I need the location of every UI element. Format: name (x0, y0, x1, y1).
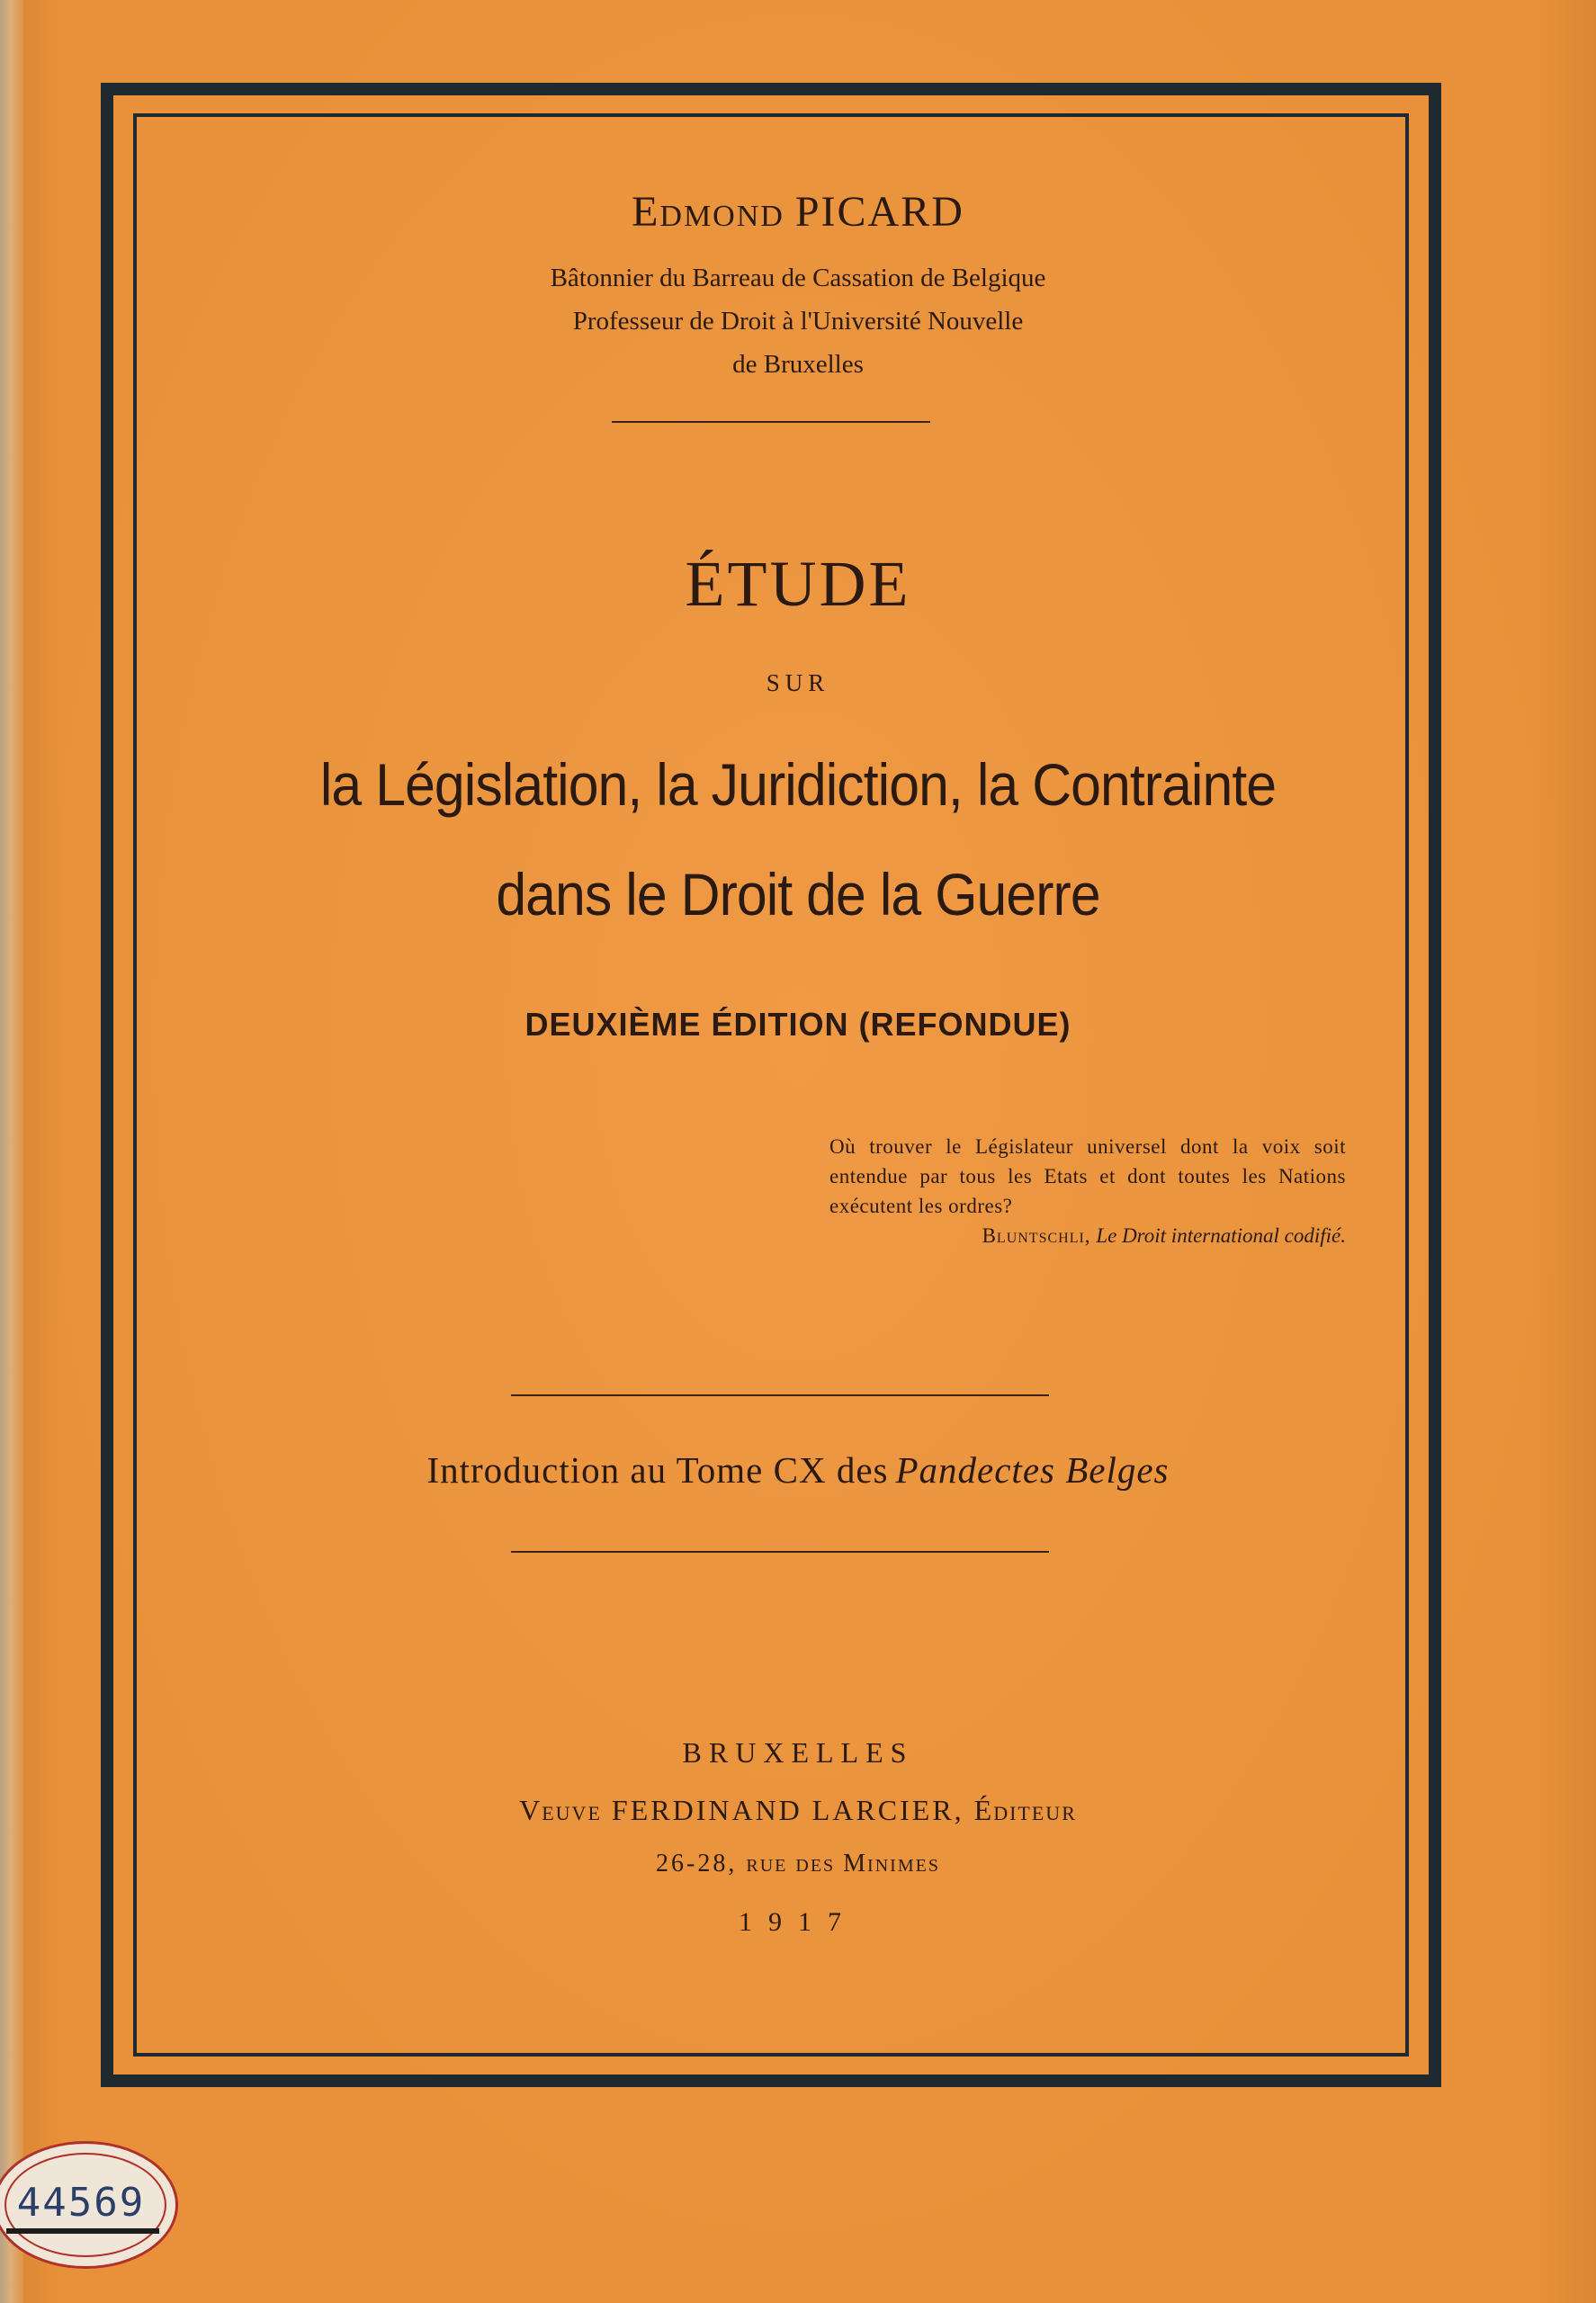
imprint-address (0, 1850, 1596, 1878)
subtitle-line: dans le Droit de la Guerre (496, 861, 1100, 927)
title-main: ÉTUDE (685, 548, 911, 620)
subtitle-line: la Législation, la Juridiction, la Contrainte (319, 751, 1277, 818)
author-first-name: Edmond (632, 188, 785, 236)
divider-rule (511, 1394, 1049, 1396)
imprint-publisher (0, 1794, 1596, 1827)
stamp-bar (6, 2228, 159, 2234)
series-title: Pandectes Belges (895, 1449, 1170, 1491)
introduction-prefix: Introduction au Tome CX des (426, 1449, 889, 1491)
introduction-line (0, 1448, 1596, 1492)
epigraph-work: Le Droit international codifié. (1096, 1224, 1346, 1247)
divider-rule (511, 1551, 1049, 1553)
address-number: 26-28, (656, 1850, 738, 1877)
author-name (0, 187, 1596, 237)
publisher-prefix: Veuve (519, 1794, 602, 1826)
epigraph-quote: Où trouver le Législateur universel dont la voix soit entendue par tous les Etats et dont toutes les Nations exécutent les ordres? (829, 1135, 1346, 1217)
author-affiliation-line: Bâtonnier du Barreau de Cassation de Belgique (550, 264, 1046, 292)
divider-rule (612, 421, 930, 423)
edition-label: DEUXIÈME ÉDITION (REFONDUE) (525, 1006, 1071, 1043)
epigraph-author: Bluntschli, (982, 1224, 1091, 1247)
author-last-name: PICARD (794, 188, 964, 236)
imprint-year: 1917 (739, 1907, 857, 1937)
stamp-number: 44569 (16, 2180, 146, 2226)
library-stamp (0, 2141, 178, 2269)
address-street: rue des Minimes (746, 1850, 940, 1877)
publisher-role: Éditeur (973, 1794, 1077, 1826)
author-affiliation-line: de Bruxelles (732, 350, 864, 379)
imprint-city: BRUXELLES (682, 1736, 914, 1769)
author-affiliation-line: Professeur de Droit à l'Université Nouvelle (572, 307, 1024, 336)
epigraph-citation (829, 1224, 1346, 1248)
title-connector: SUR (766, 669, 830, 696)
publisher-name: FERDINAND LARCIER, (611, 1794, 964, 1826)
